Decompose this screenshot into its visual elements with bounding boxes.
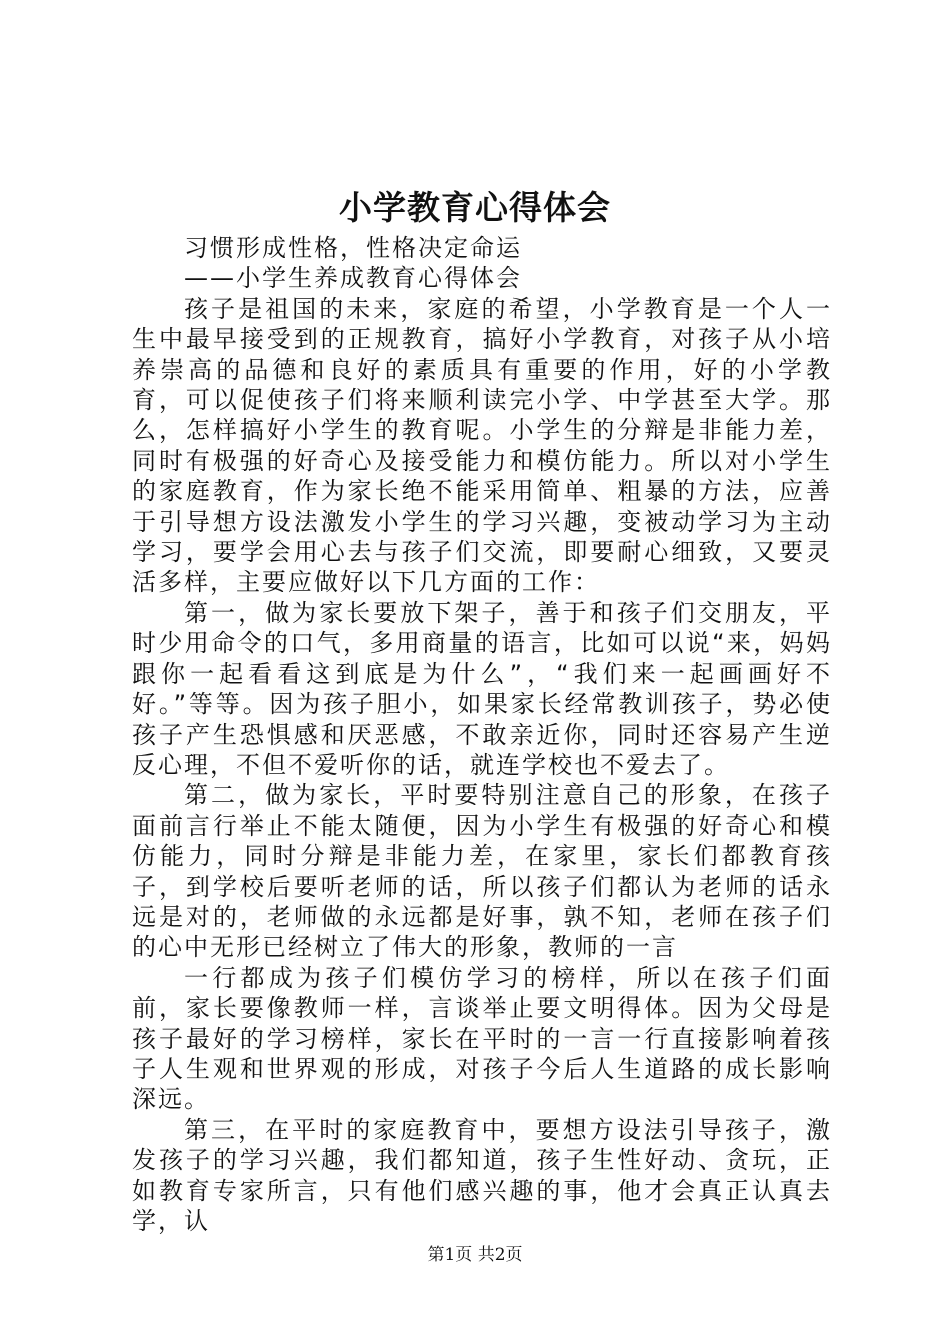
page-number-footer: 第1页 共2页	[427, 1245, 523, 1265]
paragraph-second-point-continued: 一行都成为孩子们模仿学习的榜样，所以在孩子们面前，家长要像教师一样，言谈举止要文明得体。因为父母是孩子最好的学习榜样，家长在平时的一言一行直接影响着孩子人生观和世界观的形成，对孩子今后人生道路的成长影响深远。	[132, 963, 832, 1114]
subtitle-line-1: 习惯形成性格，性格决定命运	[184, 234, 522, 262]
paragraph-first-point: 第一，做为家长要放下架子，善于和孩子们交朋友，平时少用命令的口气，多用商量的语言，比如可以说“来，妈妈跟你一起看看这到底是为什么”，“我们来一起画画好不好。”等等。因为孩子胆小，如果家长经常教训孩子，势必使孩子产生恐惧感和厌恶感，不敢亲近你，同时还容易产生逆反心理，不但不爱听你的话，就连学校也不爱去了。	[132, 598, 832, 779]
paragraph-second-point: 第二，做为家长，平时要特别注意自己的形象，在孩子面前言行举止不能太随便，因为小学生有极强的好奇心和模仿能力，同时分辩是非能力差，在家里，家长们都教育孩子，到学校后要听老师的话，所以孩子们都认为老师的话永远是对的，老师做的永远都是好事，孰不知，老师在孩子们的心中无形已经树立了伟大的形象，教师的一言	[132, 781, 832, 962]
document-title: 小学教育心得体会	[339, 188, 611, 227]
document-body	[132, 233, 832, 1236]
paragraph-third-point: 第三，在平时的家庭教育中，要想方设法引导孩子，激发孩子的学习兴趣，我们都知道，孩子生性好动、贪玩，正如教育专家所言，只有他们感兴趣的事，他才会真正认真去学，认	[132, 1115, 832, 1235]
subtitle-line-2: ——小学生养成教育心得体会	[184, 264, 522, 293]
paragraph-intro: 孩子是祖国的未来，家庭的希望，小学教育是一个人一生中最早接受到的正规教育，搞好小学教育，对孩子从小培养崇高的品德和良好的素质具有重要的作用，好的小学教育，可以促使孩子们将来顺利读完小学、中学甚至大学。那么，怎样搞好小学生的教育呢。小学生的分辩是非能力差，同时有极强的好奇心及接受能力和模仿能力。所以对小学生的家庭教育，作为家长绝不能采用简单、粗暴的方法，应善于引导想方设法激发小学生的学习兴趣，变被动学习为主动学习，要学会用心去与孩子们交流，即要耐心细致，又要灵活多样，主要应做好以下几方面的工作：	[132, 294, 832, 597]
